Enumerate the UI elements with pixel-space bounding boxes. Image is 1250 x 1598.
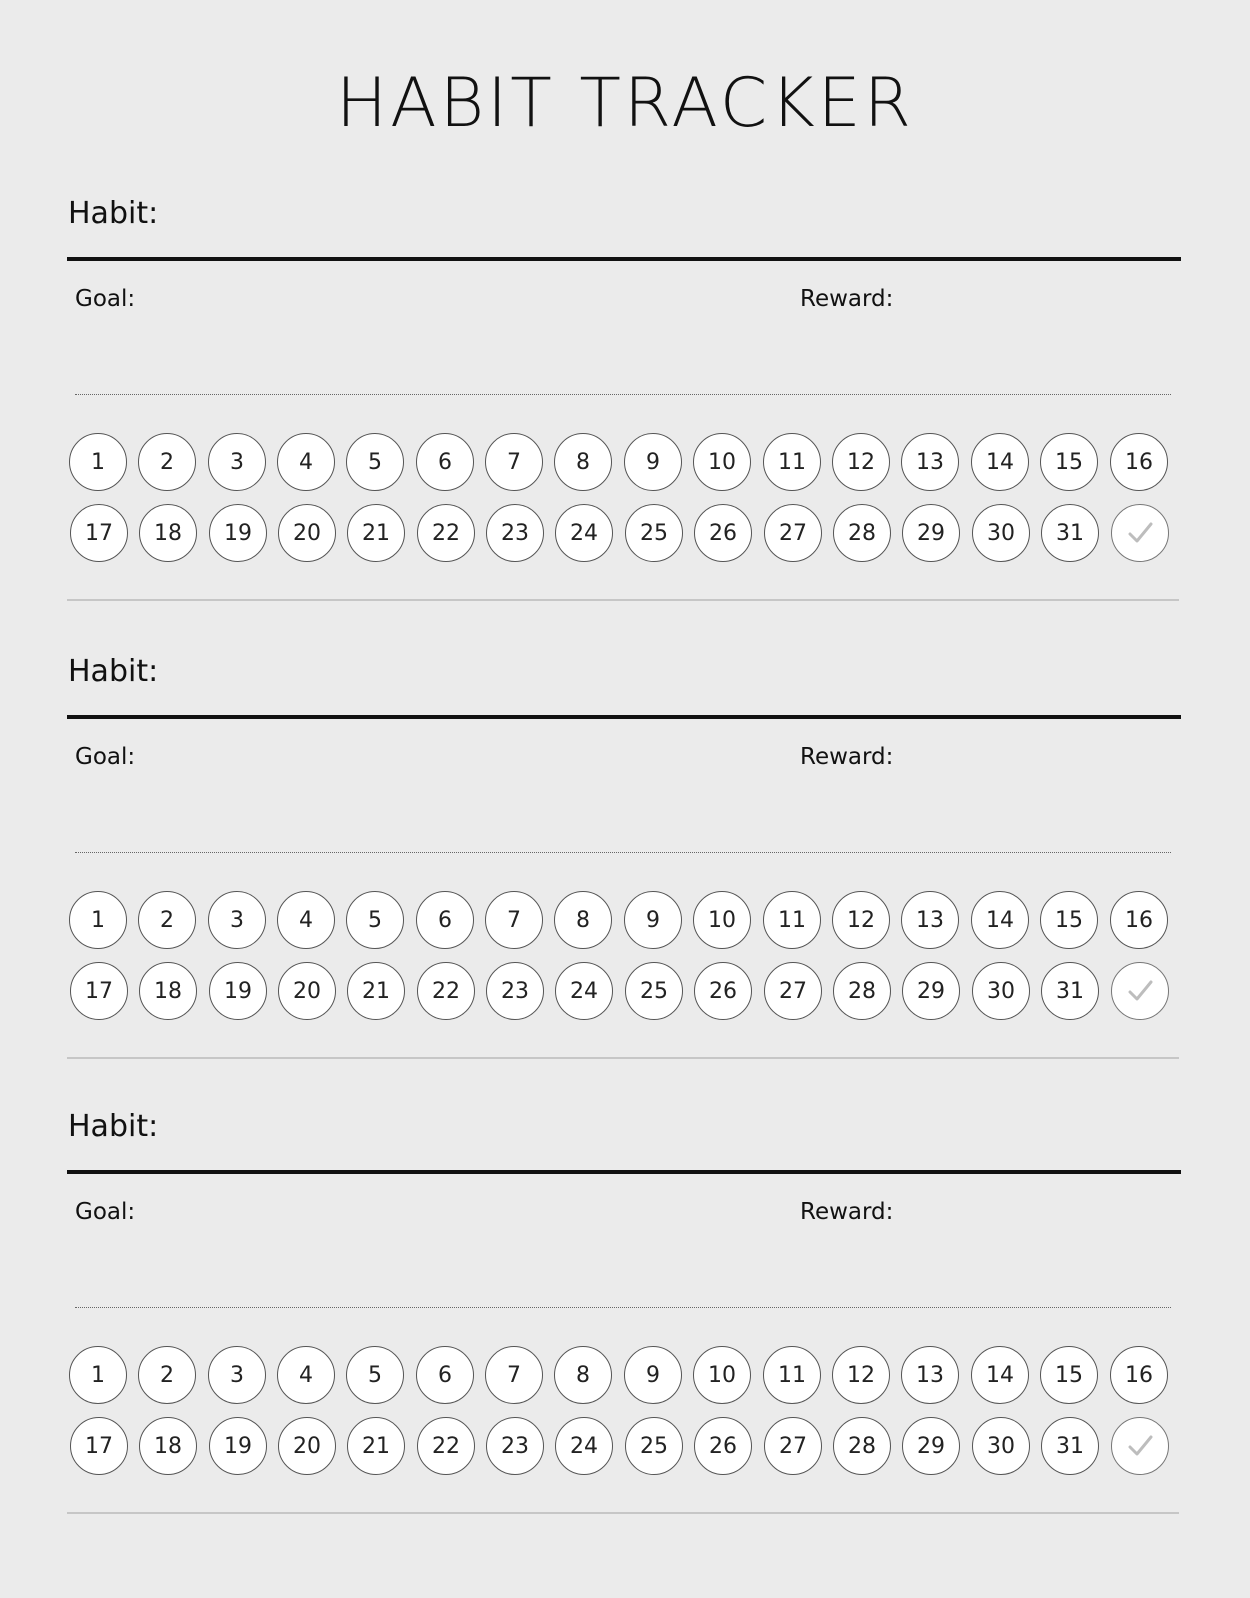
day-circle[interactable]: 20 bbox=[278, 504, 336, 562]
day-circle[interactable]: 7 bbox=[485, 433, 543, 491]
day-circle[interactable]: 14 bbox=[971, 1346, 1029, 1404]
day-circle[interactable]: 13 bbox=[901, 1346, 959, 1404]
day-circle[interactable]: 18 bbox=[139, 1417, 197, 1475]
day-circle[interactable]: 4 bbox=[277, 433, 335, 491]
day-circle[interactable]: 18 bbox=[139, 962, 197, 1020]
day-circle[interactable]: 8 bbox=[554, 891, 612, 949]
day-circle[interactable]: 30 bbox=[972, 1417, 1030, 1475]
day-circle[interactable]: 18 bbox=[139, 504, 197, 562]
goal-reward-write-line[interactable] bbox=[75, 394, 1171, 395]
day-circle[interactable]: 13 bbox=[901, 891, 959, 949]
day-circle[interactable]: 17 bbox=[70, 504, 128, 562]
day-circle[interactable]: 6 bbox=[416, 433, 474, 491]
day-circle[interactable]: 19 bbox=[209, 962, 267, 1020]
day-circle[interactable]: 17 bbox=[70, 962, 128, 1020]
day-circle[interactable]: 11 bbox=[763, 433, 821, 491]
day-circle[interactable]: 21 bbox=[347, 962, 405, 1020]
day-circle[interactable]: 31 bbox=[1041, 962, 1099, 1020]
day-circle[interactable]: 9 bbox=[624, 1346, 682, 1404]
day-circle[interactable]: 20 bbox=[278, 962, 336, 1020]
day-circle[interactable]: 13 bbox=[901, 433, 959, 491]
day-circle[interactable]: 6 bbox=[416, 891, 474, 949]
goal-reward-write-line[interactable] bbox=[75, 1307, 1171, 1308]
day-circle[interactable]: 27 bbox=[764, 504, 822, 562]
day-circle[interactable]: 26 bbox=[694, 962, 752, 1020]
day-circle[interactable]: 21 bbox=[347, 504, 405, 562]
day-circle[interactable]: 1 bbox=[69, 1346, 127, 1404]
day-circle[interactable]: 5 bbox=[346, 433, 404, 491]
day-circle[interactable]: 22 bbox=[417, 1417, 475, 1475]
day-circle[interactable]: 5 bbox=[346, 1346, 404, 1404]
day-circle[interactable]: 4 bbox=[277, 891, 335, 949]
day-circle[interactable]: 30 bbox=[972, 504, 1030, 562]
day-circle[interactable]: 15 bbox=[1040, 891, 1098, 949]
day-circle[interactable]: 20 bbox=[278, 1417, 336, 1475]
day-circle[interactable]: 15 bbox=[1040, 433, 1098, 491]
day-circle[interactable]: 2 bbox=[138, 891, 196, 949]
day-circle[interactable]: 25 bbox=[625, 962, 683, 1020]
day-circle[interactable]: 26 bbox=[694, 1417, 752, 1475]
page-title: HABIT TRACKER bbox=[335, 64, 915, 143]
habit-write-line[interactable] bbox=[67, 257, 1181, 261]
day-circle[interactable]: 10 bbox=[693, 433, 751, 491]
day-circle[interactable]: 4 bbox=[277, 1346, 335, 1404]
day-circle[interactable]: 15 bbox=[1040, 1346, 1098, 1404]
day-circle[interactable]: 23 bbox=[486, 504, 544, 562]
day-circle[interactable]: 19 bbox=[209, 504, 267, 562]
day-circle[interactable]: 12 bbox=[832, 891, 890, 949]
day-circle[interactable]: 5 bbox=[346, 891, 404, 949]
day-circle[interactable]: 22 bbox=[417, 962, 475, 1020]
day-circle[interactable]: 21 bbox=[347, 1417, 405, 1475]
habit-label: Habit: bbox=[68, 654, 159, 689]
day-circle[interactable]: 24 bbox=[555, 504, 613, 562]
day-circle[interactable]: 2 bbox=[138, 1346, 196, 1404]
habit-write-line[interactable] bbox=[67, 715, 1181, 719]
day-circle[interactable]: 22 bbox=[417, 504, 475, 562]
day-circle[interactable]: 1 bbox=[69, 433, 127, 491]
day-circle[interactable]: 8 bbox=[554, 433, 612, 491]
goal-label: Goal: bbox=[75, 744, 136, 770]
day-circle[interactable]: 8 bbox=[554, 1346, 612, 1404]
goal-reward-write-line[interactable] bbox=[75, 852, 1171, 853]
day-circle[interactable]: 3 bbox=[208, 891, 266, 949]
day-circle[interactable]: 29 bbox=[902, 962, 960, 1020]
day-circle[interactable]: 27 bbox=[764, 1417, 822, 1475]
day-circle[interactable]: 27 bbox=[764, 962, 822, 1020]
day-circle[interactable]: 14 bbox=[971, 891, 1029, 949]
reward-label: Reward: bbox=[800, 744, 894, 770]
day-circle[interactable]: 25 bbox=[625, 1417, 683, 1475]
habit-section bbox=[0, 913, 1250, 1459]
day-circle[interactable]: 26 bbox=[694, 504, 752, 562]
day-circle[interactable]: 7 bbox=[485, 891, 543, 949]
complete-check-circle[interactable] bbox=[1111, 1417, 1169, 1475]
goal-label: Goal: bbox=[75, 1199, 136, 1225]
reward-label: Reward: bbox=[800, 1199, 894, 1225]
day-circle[interactable]: 23 bbox=[486, 962, 544, 1020]
day-circle[interactable]: 28 bbox=[833, 1417, 891, 1475]
day-circle[interactable]: 17 bbox=[70, 1417, 128, 1475]
day-circle[interactable]: 16 bbox=[1110, 433, 1168, 491]
day-circle[interactable]: 3 bbox=[208, 1346, 266, 1404]
check-icon bbox=[1125, 1431, 1155, 1461]
day-circle[interactable]: 9 bbox=[624, 433, 682, 491]
day-circle[interactable]: 6 bbox=[416, 1346, 474, 1404]
day-circle[interactable]: 16 bbox=[1110, 891, 1168, 949]
day-circle[interactable]: 12 bbox=[832, 1346, 890, 1404]
day-circle[interactable]: 24 bbox=[555, 962, 613, 1020]
day-circle[interactable]: 28 bbox=[833, 962, 891, 1020]
day-circle[interactable]: 29 bbox=[902, 1417, 960, 1475]
goal-label: Goal: bbox=[75, 286, 136, 312]
habit-label: Habit: bbox=[68, 1109, 159, 1144]
day-circle[interactable]: 23 bbox=[486, 1417, 544, 1475]
day-circle[interactable]: 2 bbox=[138, 433, 196, 491]
day-circle[interactable]: 1 bbox=[69, 891, 127, 949]
day-circle[interactable]: 24 bbox=[555, 1417, 613, 1475]
day-circle[interactable]: 3 bbox=[208, 433, 266, 491]
day-circle[interactable]: 19 bbox=[209, 1417, 267, 1475]
day-circle[interactable]: 25 bbox=[625, 504, 683, 562]
day-circle[interactable]: 10 bbox=[693, 1346, 751, 1404]
day-circle[interactable]: 31 bbox=[1041, 504, 1099, 562]
day-circle[interactable]: 16 bbox=[1110, 1346, 1168, 1404]
day-circle[interactable]: 11 bbox=[763, 1346, 821, 1404]
habit-section bbox=[0, 458, 1250, 1004]
section-divider bbox=[67, 1512, 1179, 1514]
day-circle[interactable]: 11 bbox=[763, 891, 821, 949]
day-circle[interactable]: 7 bbox=[485, 1346, 543, 1404]
reward-label: Reward: bbox=[800, 286, 894, 312]
day-circle[interactable]: 29 bbox=[902, 504, 960, 562]
day-circle[interactable]: 9 bbox=[624, 891, 682, 949]
day-circle[interactable]: 14 bbox=[971, 433, 1029, 491]
day-circle[interactable]: 30 bbox=[972, 962, 1030, 1020]
habit-write-line[interactable] bbox=[67, 1170, 1181, 1174]
day-circle[interactable]: 31 bbox=[1041, 1417, 1099, 1475]
habit-label: Habit: bbox=[68, 196, 159, 231]
habit-section bbox=[0, 0, 1250, 546]
day-circle[interactable]: 10 bbox=[693, 891, 751, 949]
day-circle[interactable]: 28 bbox=[833, 504, 891, 562]
day-circle[interactable]: 12 bbox=[832, 433, 890, 491]
